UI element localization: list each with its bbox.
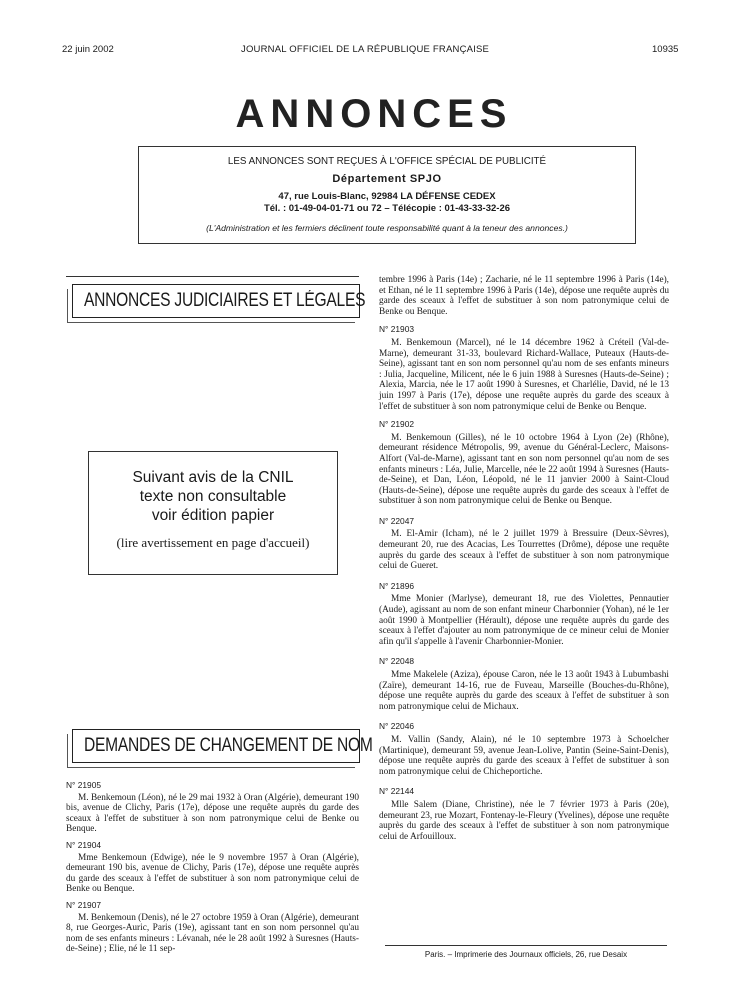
notice-text: M. Benkemoun (Léon), né le 29 mai 1932 à Oran (Algérie), demeurant 190 bis, avenue de Clichy, Paris (17e), dépose une requête auprès du garde des sceaux à l'effet de substituer à son nom patronymique celui de Benke ou Benque. <box>66 792 359 835</box>
notice-text: M. Benkemoun (Marcel), né le 14 décembre 1962 à Créteil (Val-de-Marne), demeurant 31-33, boulevard Richard-Wallace, Puteaux (Hauts-de-Seine), agissant tant en son nom personnel qu'au nom de ses enfants mineurs : Julia, Jacqueline, Milicent, née le 6 juin 1988 à Suresnes (Hauts-de-Seine) ; Alexia, Marcia, née le 17 août 1990 à Suresnes, et Charlélie, David, né le 13 juin 1997 à Paris (17e), dépose une requête auprès du garde des sceaux à l'effet de substituer à son nom patronymique celui de Benke ou Benque. <box>379 337 669 412</box>
publicity-info-box <box>138 146 636 244</box>
notice-number: N° 21905 <box>66 780 102 790</box>
cnil-warning: (lire avertissement en page d'accueil) <box>116 535 310 550</box>
info-disclaimer: (L'Administration et les fermiers déclinent toute responsabilité quant à la teneur des annonces.) <box>206 223 568 233</box>
info-address: 47, rue Louis-Blanc, 92984 LA DÉFENSE CEDEX <box>278 191 496 202</box>
header-date: 22 juin 2002 <box>62 44 114 55</box>
notice-number: N° 21902 <box>379 419 415 430</box>
info-phone: Tél. : 01-49-04-01-71 ou 72 – Télécopie : 01-43-33-32-26 <box>263 203 511 214</box>
section-box-changement-nom <box>72 729 373 763</box>
info-line-1: LES ANNONCES SONT REÇUES À L'OFFICE SPÉCIAL DE PUBLICITÉ <box>227 156 547 167</box>
cnil-line-3: voir édition papier <box>151 507 275 524</box>
notice-number: N° 21903 <box>379 324 415 335</box>
notice-number: N° 22144 <box>379 786 415 797</box>
notice-text: Mme Benkemoun (Edwige), née le 9 novembre 1957 à Oran (Algérie), demeurant 190 bis, avenue de Clichy, Paris (17e), dépose une requête auprès du garde des sceaux à l'effet de substituer à son nom patronymique celui de Benke ou Benque. <box>66 852 359 895</box>
column-rule-top <box>66 276 359 277</box>
section-title-judiciaires: ANNONCES JUDICIAIRES ET LÉGALES <box>84 290 366 311</box>
notice-number: N° 22047 <box>379 515 415 526</box>
notice-text: M. El-Amir (Icham), né le 2 juillet 1979 à Bressuire (Deux-Sèvres), demeurant 20, rue des Acacias, Les Tourrettes (Drôme), dépose une requête auprès du garde des sceaux à l'effet de substituer à son nom patronymique celui de Gueret. <box>379 529 669 572</box>
header-page-number: 10935 <box>652 44 679 55</box>
right-column-text <box>379 275 669 842</box>
notice-text: M. Benkemoun (Denis), né le 27 octobre 1959 à Oran (Algérie), demeurant 8, rue Georges-Auric, Paris (19e), agissant tant en son nom personnel qu'au nom de ses enfants mineurs : Lévanah, née le 28 août 1992 à Suresnes (Hauts-de-Seine) ; Elie, né le 11 sep- <box>66 912 359 955</box>
notice-number: N° 21904 <box>66 839 102 850</box>
notice-number: N° 21907 <box>66 899 102 910</box>
notice-text: Mlle Salem (Diane, Christine), née le 7 février 1973 à Paris (20e), demeurant 23, rue Mozart, Fontenay-le-Fleury (Yvelines), dépose une requête auprès du garde des sceaux à l'effet de substituer à son nom patronymique celui de Arfouilloux. <box>379 799 669 842</box>
cnil-notice-box <box>88 451 338 575</box>
notice-text-continued: tembre 1996 à Paris (14e) ; Zacharie, né le 11 septembre 1996 à Paris (14e), et Ethan, né le 11 septembre 1996 à Paris (14e), dépose une requête auprès du garde des sceaux à l'effet de substituer à son nom patronymique celui de Benke ou Benque. <box>379 275 669 317</box>
section-title-changement-nom: DEMANDES DE CHANGEMENT DE NOM <box>84 735 373 756</box>
footer-rule <box>385 945 667 946</box>
notice-number: N° 22048 <box>379 656 415 667</box>
section-box-judiciaires <box>72 284 366 318</box>
cnil-line-1: Suivant avis de la CNIL <box>132 469 294 486</box>
notice-text: M. Benkemoun (Gilles), né le 10 octobre 1964 à Lyon (2e) (Rhône), demeurant résidence Métropolis, 99, avenue du Général-Leclerc, Maisons-Alfort (Val-de-Marne), agissant tant en son nom personnel qu'au nom de ses enfants mineurs : Léa, Julie, Marcelle, née le 22 août 1994 à Suresnes (Hauts-de-Seine), et Dan, Léon, Léopold, né le 11 janvier 2000 à Saint-Cloud (Hauts-de-Seine), dépose une requête auprès du garde des sceaux à l'effet de substituer à son nom patronymique celui de Benke ou Benque. <box>379 432 669 507</box>
left-column-text <box>66 780 359 955</box>
info-department: Département SPJO <box>332 173 442 185</box>
notice-text: Mme Monier (Marlyse), demeurant 18, rue des Violettes, Pennautier (Aude), agissant au nom de son enfant mineur Charbonnier (Yohan), né le 1er août 1990 à Montpellier (Hérault), dépose une requête auprès du garde des sceaux à l'effet d'ajouter au nom patronymique de ce mineur celui de Monier afin qu'il s'appelle à l'avenir Charbonnier-Monier. <box>379 594 669 647</box>
page-title: ANNONCES <box>235 92 513 136</box>
notice-text: M. Vallin (Sandy, Alain), né le 10 septembre 1973 à Schoelcher (Martinique), demeurant 59, avenue Jean-Lolive, Pantin (Seine-Saint-Denis), dépose une requête auprès du garde des sceaux à l'effet de substituer à son nom patronymique celui de Chicheportiche. <box>379 734 669 777</box>
header-journal: JOURNAL OFFICIEL DE LA RÉPUBLIQUE FRANÇAISE <box>241 44 490 55</box>
notice-text: Mme Makelele (Aziza), épouse Caron, née le 13 août 1943 à Lubumbashi (Zaïre), demeurant 14-16, rue de Fuveau, Marseille (Bouches-du-Rhône), dépose une requête auprès du garde des sceaux à l'effet de substituer à son nom patronymique celui de Michaux. <box>379 670 669 712</box>
notice-number: N° 21896 <box>379 580 415 591</box>
cnil-line-2: texte non consultable <box>139 488 287 505</box>
notice-number: N° 22046 <box>379 721 415 732</box>
footer-imprint: Paris. – Imprimerie des Journaux officiels, 26, rue Desaix <box>424 950 628 959</box>
